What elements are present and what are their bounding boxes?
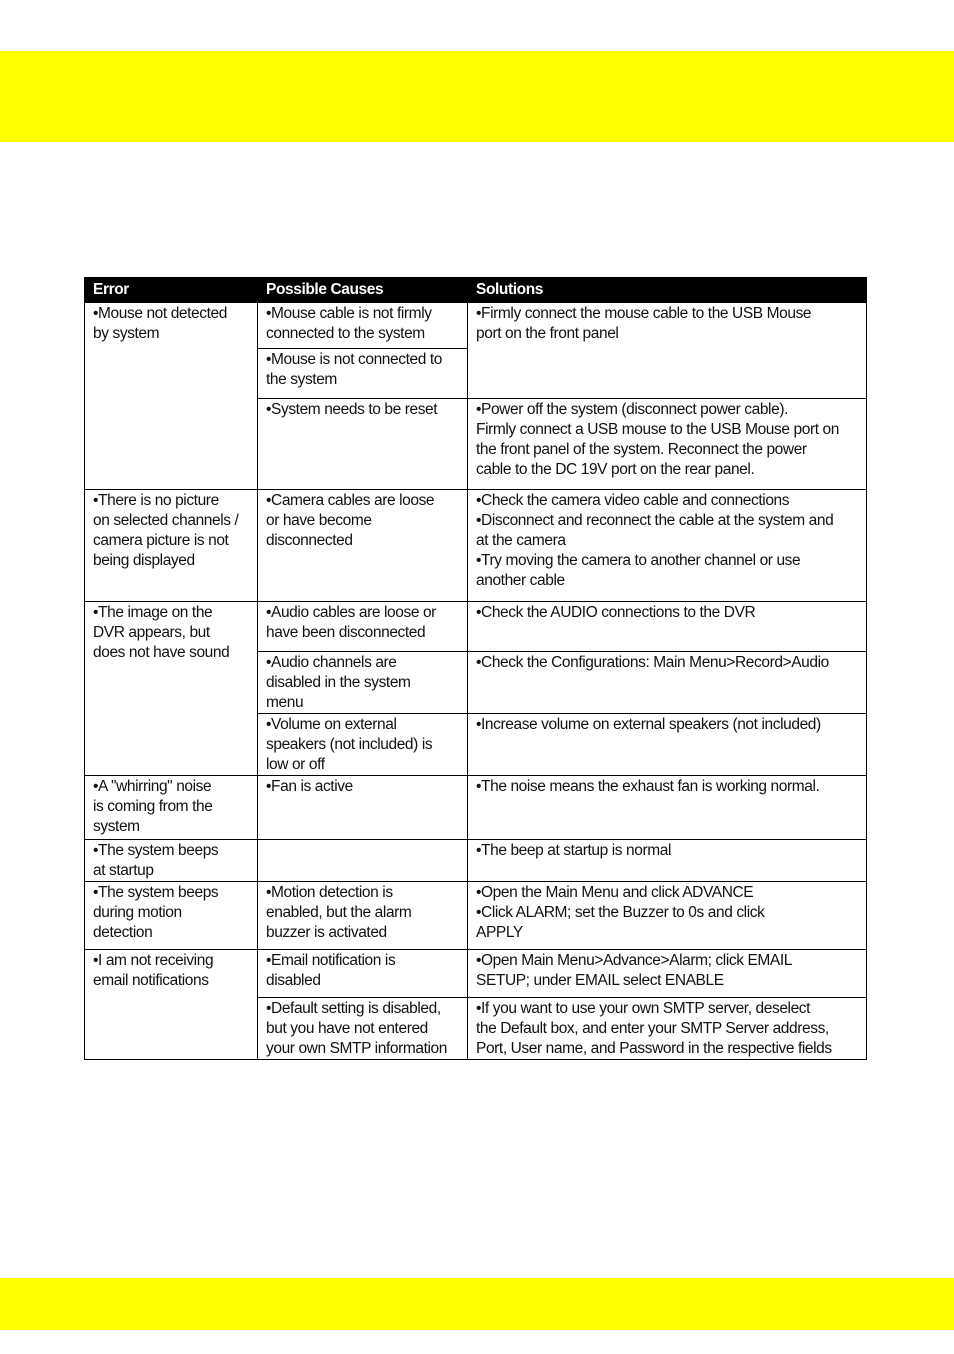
solution-cell: •If you want to use your own SMTP server, deselect the Default box, and enter your SMTP Server address, Port, User name, and Password in the respective fields (468, 998, 867, 1060)
solution-cell: •The beep at startup is normal (468, 840, 867, 882)
solution-cell: •Open Main Menu>Advance>Alarm; click EMAIL SETUP; under EMAIL select ENABLE (468, 950, 867, 998)
table-row (85, 950, 867, 998)
solution-cell: •Power off the system (disconnect power cable). Firmly connect a USB mouse to the USB Mouse port on the front panel of the system. Reconnect the power cable to the DC 19V port on the rear panel. (468, 399, 867, 490)
error-cell: •The image on the DVR appears, but does not have sound (85, 602, 258, 776)
cause-cell: •Email notification is disabled (258, 950, 468, 998)
column-header-possible-causes: Possible Causes (258, 278, 468, 303)
table-row (85, 602, 867, 652)
error-cell: •The system beeps during motion detection (85, 882, 258, 950)
table-row (85, 490, 867, 602)
column-header-error: Error (85, 278, 258, 303)
error-cell: •The system beeps at startup (85, 840, 258, 882)
cause-cell: •Camera cables are loose or have become disconnected (258, 490, 468, 602)
cause-cell (258, 840, 468, 882)
column-header-solutions: Solutions (468, 278, 867, 303)
troubleshooting-table (84, 277, 867, 1060)
solution-cell: •Open the Main Menu and click ADVANCE •Click ALARM; set the Buzzer to 0s and click APPLY (468, 882, 867, 950)
solution-cell: •Check the Configurations: Main Menu>Record>Audio (468, 652, 867, 714)
cause-cell: •System needs to be reset (258, 399, 468, 490)
error-cell: •Mouse not detected by system (85, 303, 258, 490)
solution-cell: •The noise means the exhaust fan is working normal. (468, 776, 867, 840)
table-row (85, 303, 867, 349)
cause-cell: •Mouse cable is not firmly connected to the system (258, 303, 468, 349)
footer-band (0, 1278, 954, 1330)
cause-cell: •Motion detection is enabled, but the alarm buzzer is activated (258, 882, 468, 950)
solution-cell: •Check the camera video cable and connections •Disconnect and reconnect the cable at the system and at the camera •Try moving the camera to another channel or use another cable (468, 490, 867, 602)
error-cell: •A "whirring" noise is coming from the system (85, 776, 258, 840)
cause-cell: •Audio cables are loose or have been disconnected (258, 602, 468, 652)
cause-cell: •Audio channels are disabled in the system menu (258, 652, 468, 714)
table-row (85, 840, 867, 882)
table-row (85, 776, 867, 840)
cause-cell: •Volume on external speakers (not included) is low or off (258, 714, 468, 776)
table-header-row (85, 278, 867, 303)
solution-cell: •Increase volume on external speakers (not included) (468, 714, 867, 776)
cause-cell: •Fan is active (258, 776, 468, 840)
header-band (0, 51, 954, 142)
cause-cell: •Mouse is not connected to the system (258, 349, 468, 399)
cause-cell: •Default setting is disabled, but you have not entered your own SMTP information (258, 998, 468, 1060)
error-cell: •I am not receiving email notifications (85, 950, 258, 1060)
solution-cell: •Check the AUDIO connections to the DVR (468, 602, 867, 652)
solution-cell: •Firmly connect the mouse cable to the USB Mouse port on the front panel (468, 303, 867, 399)
error-cell: •There is no picture on selected channels / camera picture is not being displayed (85, 490, 258, 602)
table-row (85, 882, 867, 950)
